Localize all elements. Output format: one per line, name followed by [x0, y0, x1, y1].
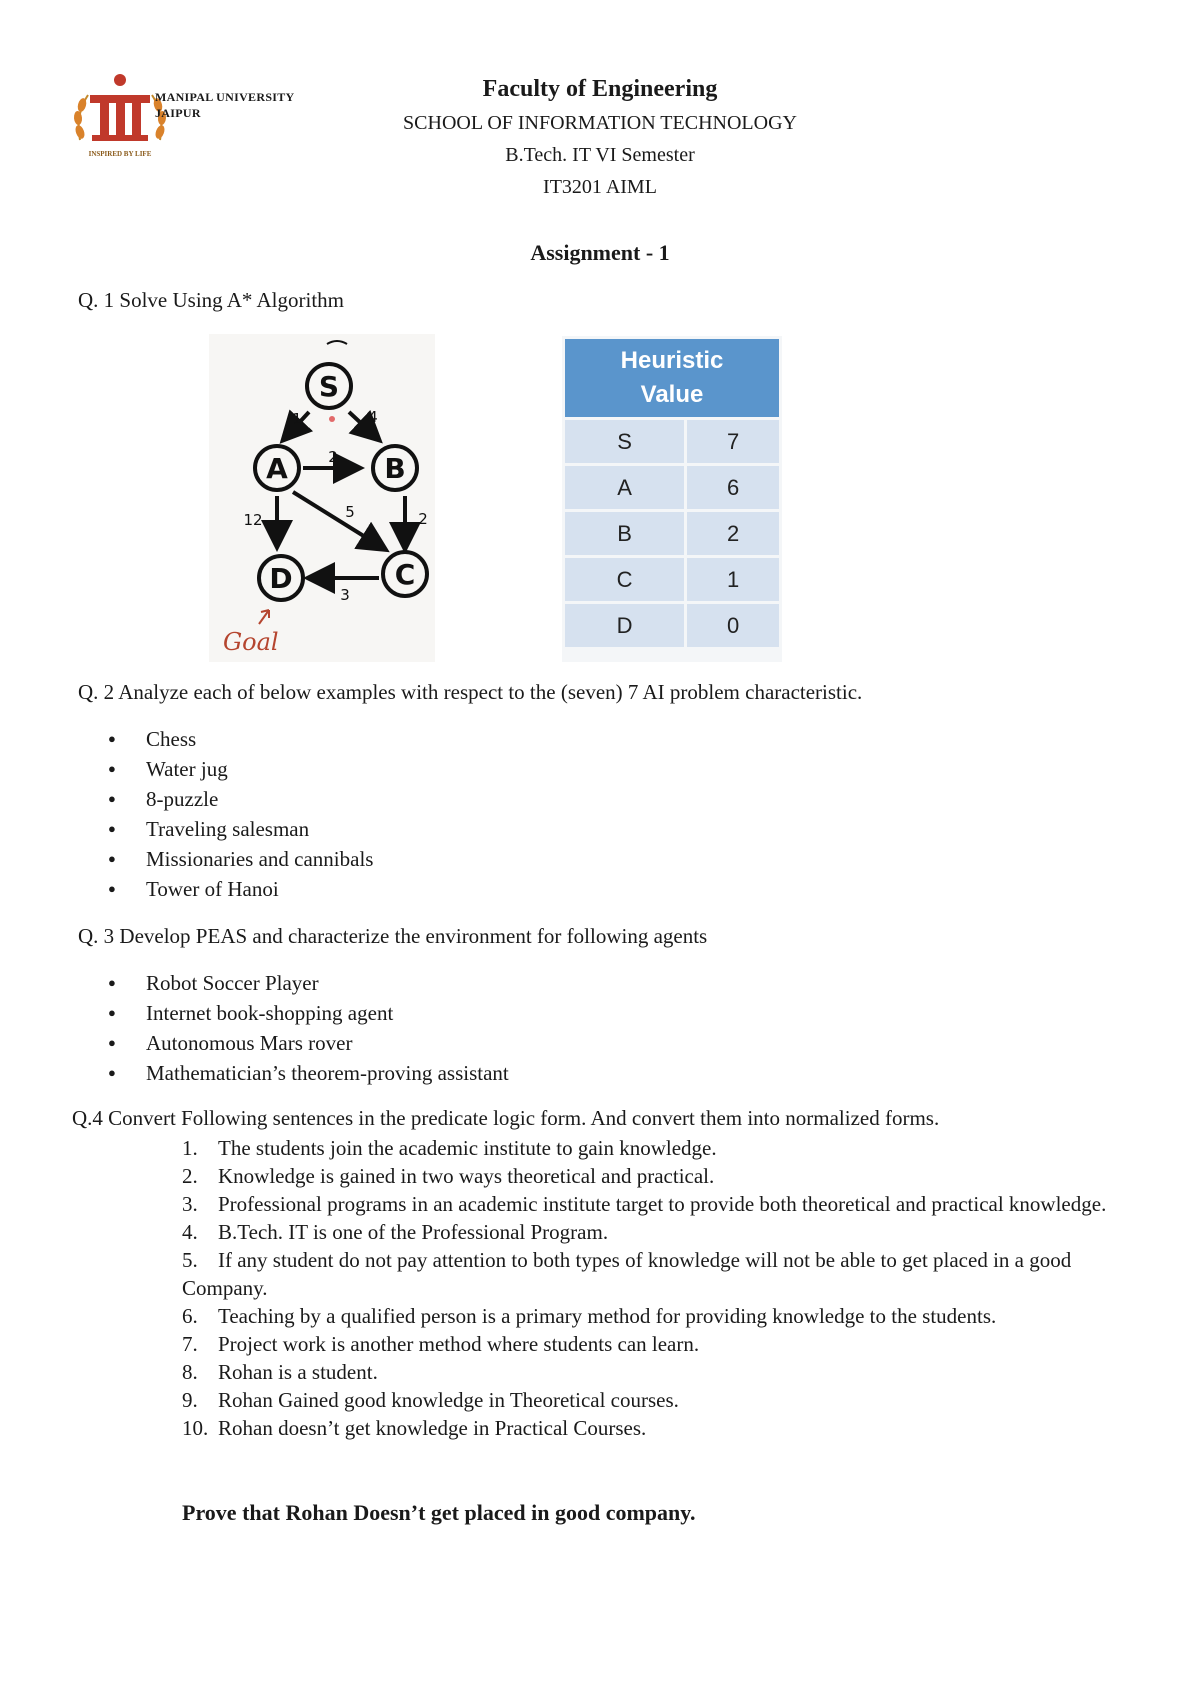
q4-sentence-list [182, 1134, 1142, 1442]
node-s-label: S [318, 370, 340, 403]
node-d-label: D [269, 562, 293, 595]
list-item: ● Chess [108, 724, 373, 754]
edge-s-b-cost: 4 [368, 408, 378, 426]
list-item: ● Tower of Hanoi [108, 874, 373, 904]
edge-b-c-cost: 2 [418, 510, 428, 528]
node-b-label: B [384, 452, 406, 485]
node-a-label: A [266, 452, 288, 485]
course-code: IT3201 AIML [543, 176, 657, 198]
list-item: ● Robot Soccer Player [108, 968, 509, 998]
node-cell: B [565, 512, 684, 555]
table-row [565, 512, 779, 555]
node-c-label: C [394, 558, 416, 591]
list-item: ● Mathematician’s theorem-proving assistant [108, 1058, 509, 1088]
program-title: B.Tech. IT VI Semester [505, 144, 695, 166]
node-cell: D [565, 604, 684, 647]
logo-motto: INSPIRED BY LIFE [88, 150, 152, 158]
table-row [565, 466, 779, 509]
value-cell: 7 [687, 420, 779, 463]
list-item: ● 8-puzzle [108, 784, 373, 814]
list-item: ● Water jug [108, 754, 373, 784]
question-4: Q.4 Convert Following sentences in the predicate logic form. And convert them into normalized forms. [72, 1106, 940, 1130]
question-2: Q. 2 Analyze each of below examples with respect to the (seven) 7 AI problem characteristic. [78, 680, 863, 704]
list-item: ● Internet book-shopping agent [108, 998, 509, 1028]
list-item: 8. Rohan is a student. [182, 1360, 378, 1384]
table-row [565, 420, 779, 463]
list-item: 4. B.Tech. IT is one of the Professional Program. [182, 1220, 609, 1244]
list-item: 7. Project work is another method where students can learn. [182, 1332, 700, 1356]
node-cell: C [565, 558, 684, 601]
q3-list [108, 968, 509, 1088]
faculty-title: Faculty of Engineering [482, 76, 718, 102]
edge-c-d-cost: 3 [340, 586, 350, 604]
value-cell: 6 [687, 466, 779, 509]
node-cell: S [565, 420, 684, 463]
list-item: 2. Knowledge is gained in two ways theoretical and practical. [182, 1164, 715, 1188]
heuristic-table-header: Heuristic Value [565, 339, 779, 417]
heuristic-table [562, 336, 782, 662]
list-item: ● Traveling salesman [108, 814, 373, 844]
node-cell: A [565, 466, 684, 509]
value-cell: 1 [687, 558, 779, 601]
list-item: 6. Teaching by a qualified person is a primary method for providing knowledge to the students. [182, 1304, 997, 1328]
list-item: 5. If any student do not pay attention to both types of knowledge will not be able to get placed in a good Company. [182, 1248, 1072, 1300]
list-item: 10. Rohan doesn’t get knowledge in Practical Courses. [182, 1416, 647, 1440]
q2-list [108, 724, 373, 904]
value-cell: 0 [687, 604, 779, 647]
table-row [565, 558, 779, 601]
question-1: Q. 1 Solve Using A* Algorithm [78, 288, 345, 312]
university-name: MANIPAL UNIVERSITY JAIPUR [155, 90, 295, 120]
list-item: ● Missionaries and cannibals [108, 844, 373, 874]
edge-s-a-cost: 1 [292, 410, 302, 428]
goal-label: Goal [223, 628, 279, 656]
value-cell: 2 [687, 512, 779, 555]
prove-statement: Prove that Rohan Doesn’t get placed in good company. [182, 1500, 696, 1525]
list-item: 3. Professional programs in an academic institute target to provide both theoretical and practical knowledge. [182, 1192, 1107, 1216]
list-item: ● Autonomous Mars rover [108, 1028, 509, 1058]
goal-arrow-icon [259, 610, 269, 624]
list-item: 9. Rohan Gained good knowledge in Theoretical courses. [182, 1388, 679, 1412]
question-3: Q. 3 Develop PEAS and characterize the environment for following agents [78, 924, 708, 948]
edge-a-d-cost: 12 [243, 511, 263, 529]
edge-a-c [293, 492, 383, 548]
assignment-title: Assignment - 1 [530, 240, 670, 265]
list-item: 1. The students join the academic institute to gain knowledge. [182, 1136, 717, 1160]
search-graph-figure [209, 334, 435, 662]
graph-svg [209, 334, 435, 662]
table-row [565, 604, 779, 647]
school-title: SCHOOL OF INFORMATION TECHNOLOGY [403, 112, 797, 134]
edge-a-c-cost: 5 [345, 503, 355, 521]
edge-a-b-cost: 2 [328, 448, 338, 466]
